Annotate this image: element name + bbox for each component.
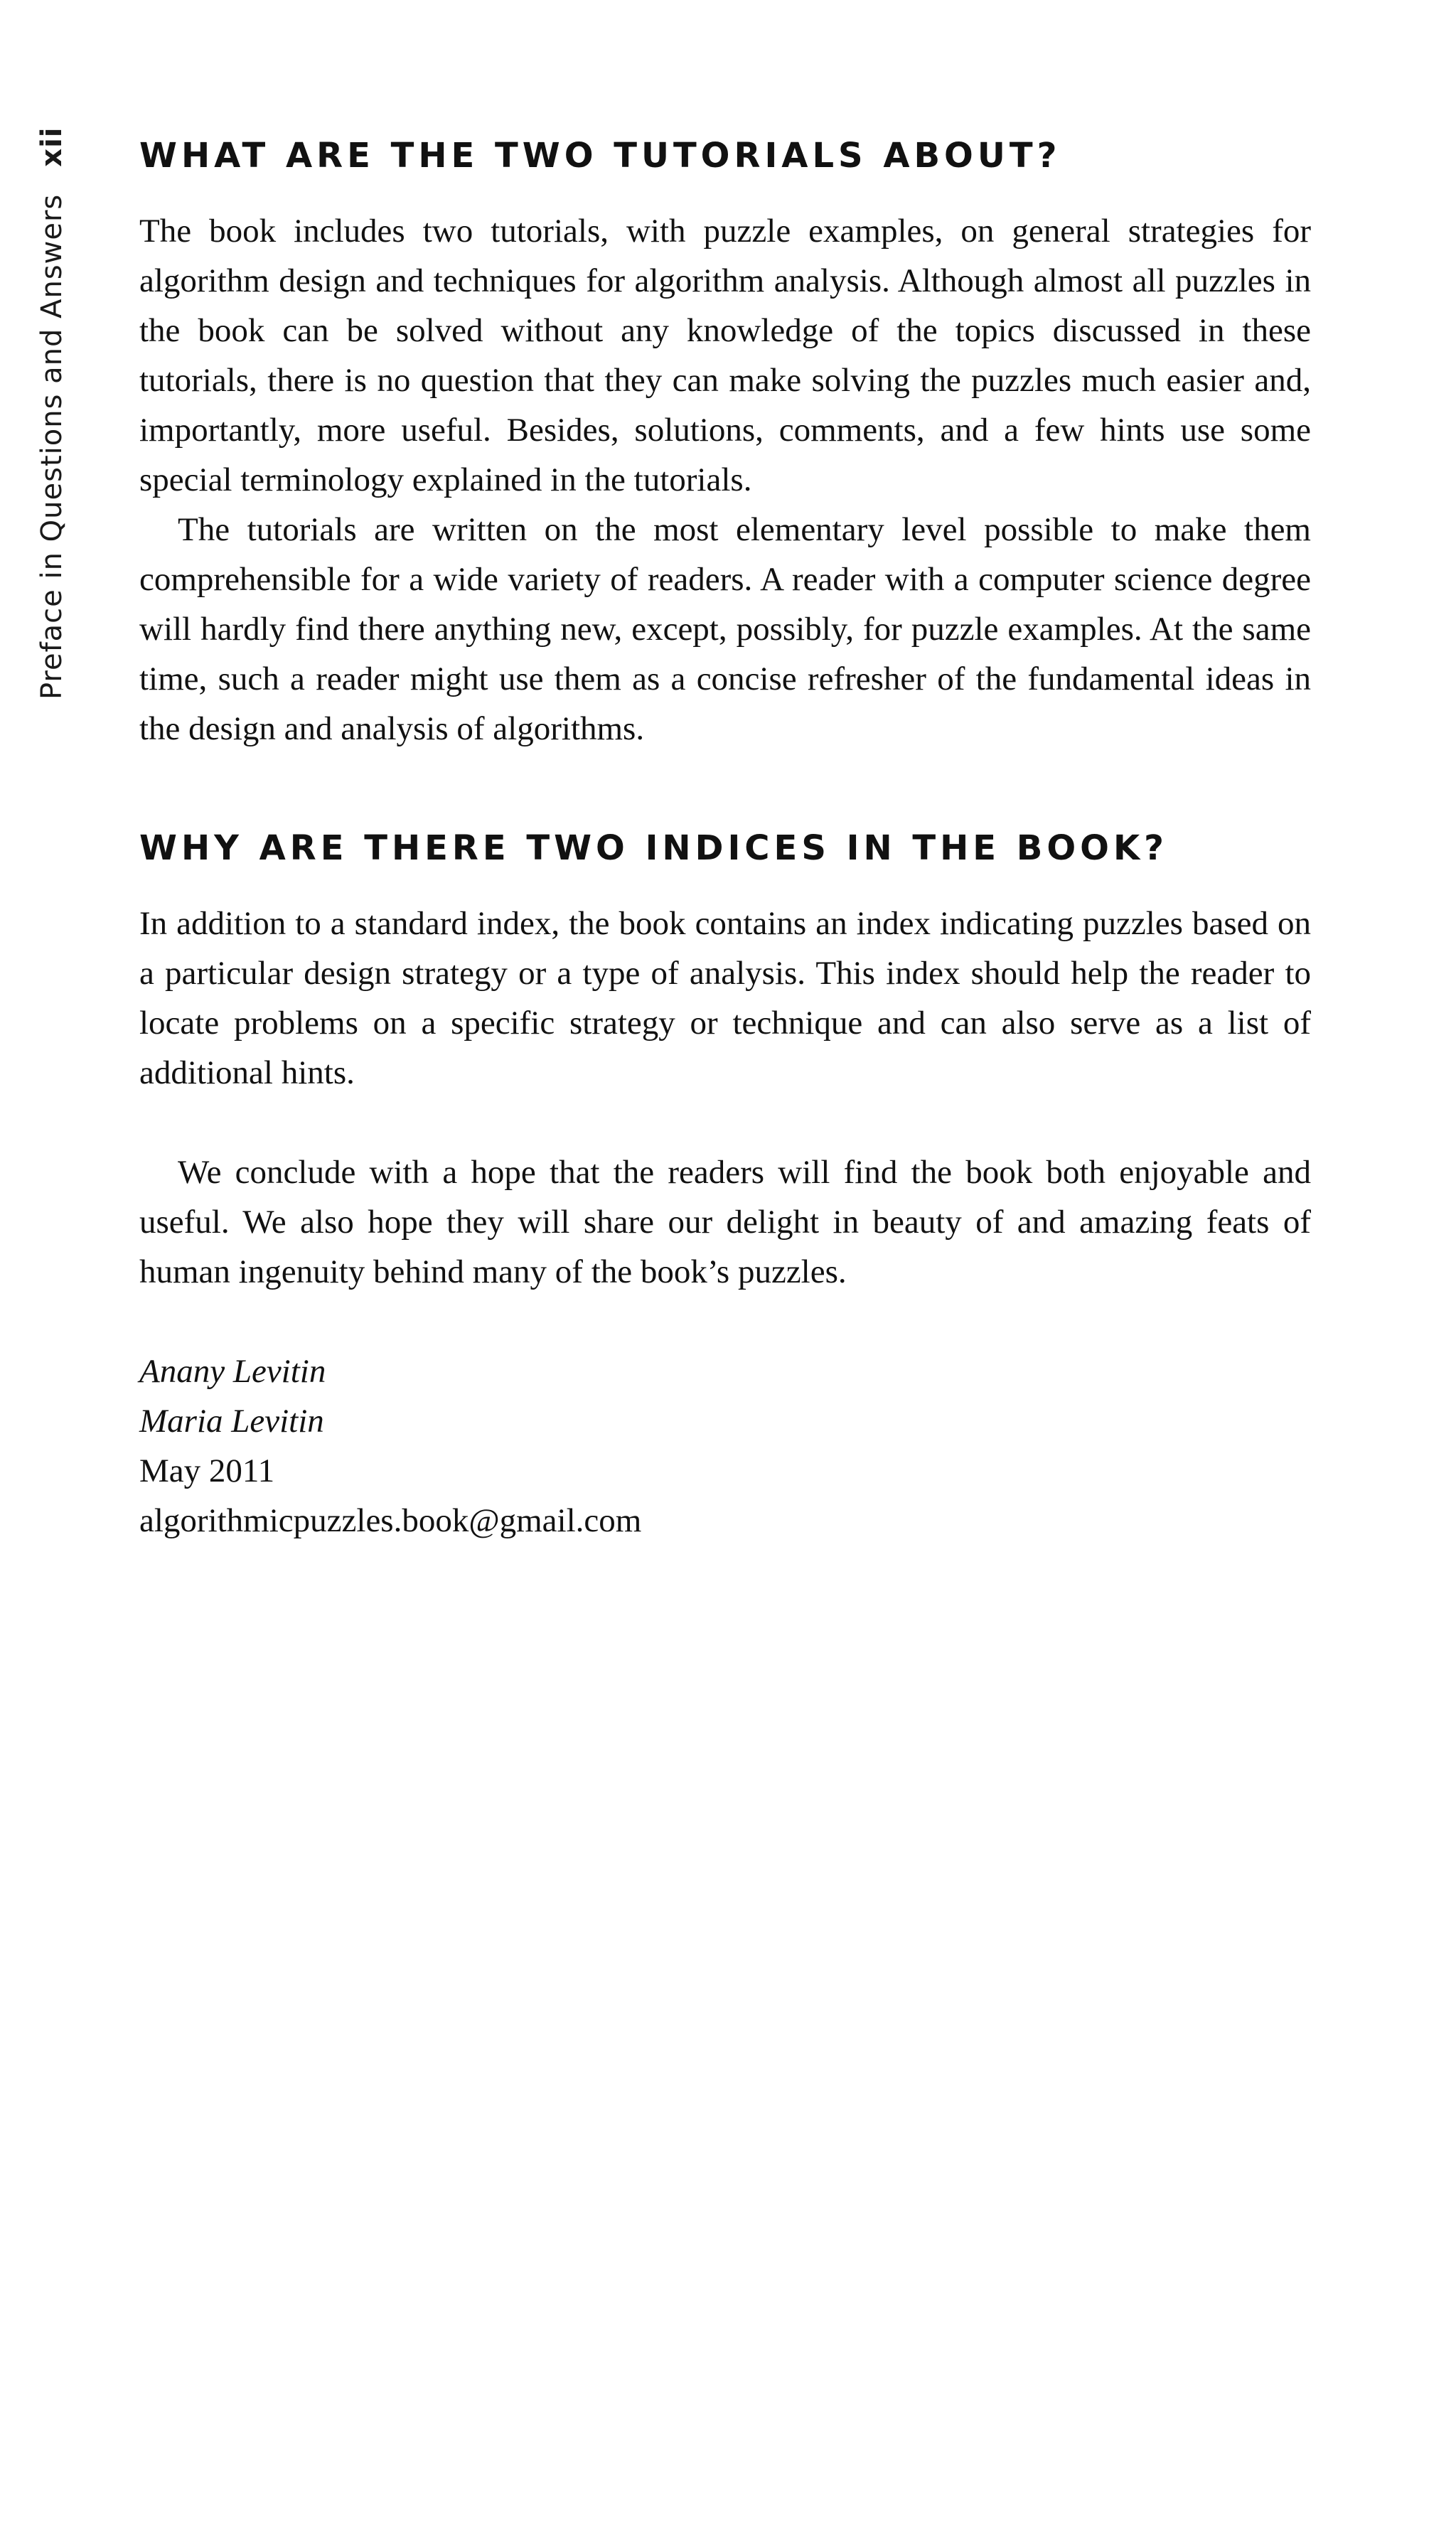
section-heading-tutorials: WHAT ARE THE TWO TUTORIALS ABOUT? <box>139 136 1061 176</box>
contact-email: algorithmicpuzzles.book@gmail.com <box>139 1502 642 1539</box>
paragraph-closing: We conclude with a hope that the readers will find the book both enjoyable and useful. We also hope they will share our delight in beauty of and amazing feats of human ingenuity behind many of the book’s puzzles. <box>139 1154 1311 1290</box>
paragraph-tutorials-1: The book includes two tutorials, with puzzle examples, on general strategies for algorithm design and techniques for algorithm analysis. Although almost all puzzles in the book can be solved without any knowledge of the topics discussed in these tutorials, there is no question that they can make solving the puzzles much easier and, importantly, more useful. Besides, solutions, comments, and a few hints use some special terminology explained in the tutorials. <box>139 213 1311 498</box>
page-number: xii <box>36 127 68 167</box>
paragraph-indices-1: In addition to a standard index, the book contains an index indicating puzzles based on a particular design strategy or a type of analysis. This index should help the reader to locate problems on a specific strategy or technique and can also serve as a list of additional hints. <box>139 905 1311 1091</box>
author-name: Anany Levitin <box>139 1353 326 1390</box>
running-head <box>30 127 74 700</box>
signature-date: May 2011 <box>139 1452 275 1489</box>
paragraph-tutorials-2: The tutorials are written on the most elementary level possible to make them comprehensible for a wide variety of readers. A reader with a computer science degree will hardly find there anything new, except, possibly, for puzzle examples. At the same time, such a reader might use them as a concise refresher of the fundamental ideas in the design and analysis of algorithms. <box>139 511 1311 747</box>
signature-block <box>139 1347 1311 1546</box>
running-head-section: Preface in Questions and Answers <box>36 193 68 700</box>
author-name: Maria Levitin <box>139 1403 324 1440</box>
section-heading-indices: WHY ARE THERE TWO INDICES IN THE BOOK? <box>139 828 1168 868</box>
page-content <box>139 134 1311 1546</box>
